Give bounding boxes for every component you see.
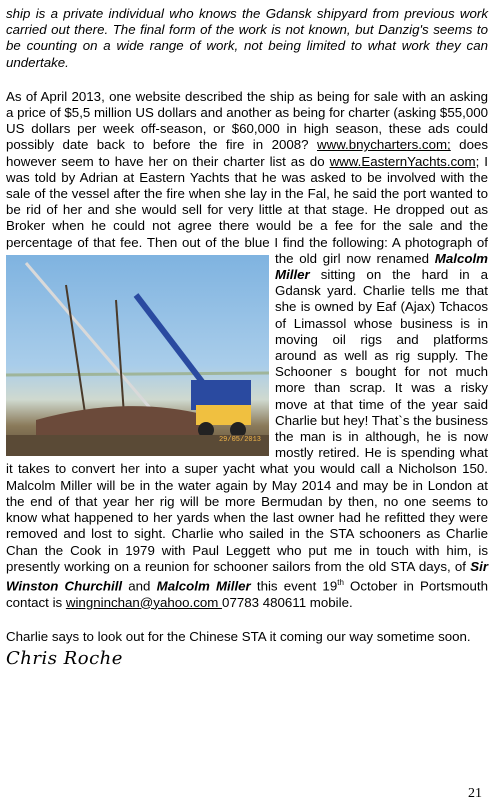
text-run: October in Portsmouth contact is [6,578,489,610]
ship-photo [6,255,269,456]
text-run: and [122,578,157,594]
text-run: 07783 480611 mobile. [222,594,353,610]
intro-paragraph: ship is a private individual who knows the Gdansk shipyard from previous work carried out there. The final form of the work is not known, but Danzig's seems to be counting on a wide range of work, not being limited to what work they can undertake. [6,6,488,70]
signature: Chris Roche [6,647,123,669]
text-run: ; I was told by Adrian at Eastern Yachts that he was asked to be involved with the sale of the vessel after the fire when she lay in the Fal, he said the port wanted to be rid of her and she would sell for very little at that stage. He dropped out as Broker when he could not agree there would be a fee for the sale and the percentage of that fee. Then out of the blue I find the following: A photograph of the old girl now renamed [6,153,488,266]
text-run: As of April 2013, one website described the ship as being for sale with an asking a price of $5,5 million US dollars and another as being for charter (asking $55,000 US dollars per week off-season, or $60,000 in high season, these ads could possibly date back to before the fire in 2008? [6,88,488,153]
photo-date-stamp: 29/05/2013 [218,435,261,444]
spacer [6,71,488,89]
main-paragraph [6,89,488,611]
link-easternyachts[interactable]: www.EasternYachts.com [329,153,476,169]
ship-name-malcolm-miller-2: Malcolm Miller [156,578,251,594]
page-number: 21 [468,786,482,801]
ship-name-sir-winston-churchill: Sir Winston Churchill [6,558,488,594]
ship-name-malcolm-miller: Malcolm Miller [275,250,488,283]
spacer [6,611,488,629]
text-run: sitting on the hard in a Gdansk yard. Charlie tells me that she is owned by Eaf (Ajax) Tchacos of Limassol whose business is in moving oil rigs and platforms around as well as rig supply. The Schooner s bought for not much more than scrap. It was a risky move at that time of the year said Charlie but hey! That`s the business the man is in although, he is now mostly retired. He is spending what it takes to convert her into a super yacht what you would call a Nicholson 150. Malcolm Miller will be in the water again by May 2014 and may be in London at the end of that year her rig will be more Bermudan by then, no one seems to know what happened to her yards when the last owner had he refitted they were removed and lost to sight. Charlie who sailed in the STA schooners as Charlie Chan the Cook in 1979 with Paul Leggett who put me in touch with him, is presently working on a reunion for schooner sailors from the old STA days, of [6,267,488,574]
superscript: th [337,577,344,587]
crane-ship-illustration [6,255,269,456]
text-run: this event 19 [250,578,338,594]
link-bnycharters[interactable]: www.bnycharters.com; [316,137,451,153]
closing-paragraph: Charlie says to look out for the Chinese STA it coming our way sometime soon. [6,628,471,644]
email-link[interactable]: wingninchan@yahoo.com [65,594,223,610]
document-body [6,6,488,667]
text-run: does however seem to have her on their charter list as do [6,137,489,169]
